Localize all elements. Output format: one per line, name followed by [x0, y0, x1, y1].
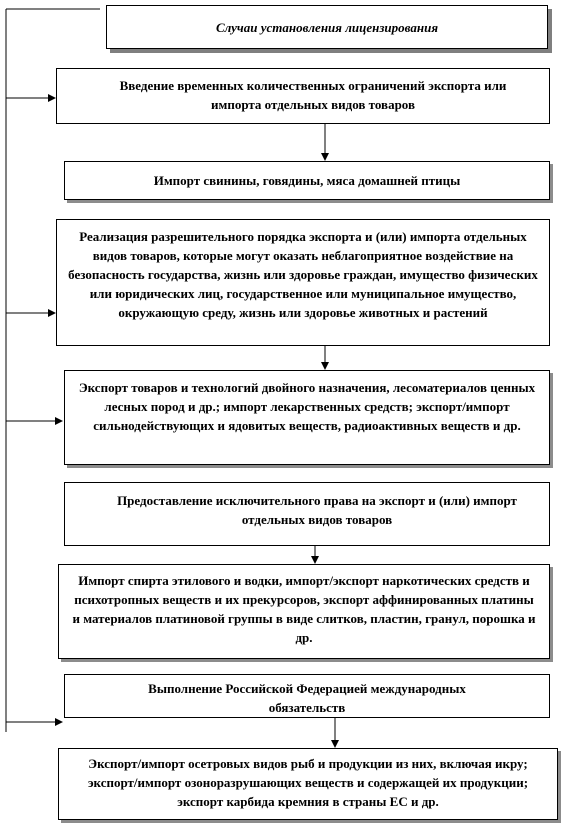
box-exclusive-right — [64, 482, 550, 546]
box-text: Экспорт/импорт осетровых видов рыб и продукции из них, включая икру; экспорт/импорт озоноразрушающих веществ и содержащей их продукции; экспорт карбида кремния в страны ЕС и др. — [87, 756, 529, 809]
box-sturgeon-ozone — [58, 748, 558, 820]
box-text: Выполнение Российской Федерацией международных обязательств — [148, 681, 466, 715]
box-dual-use-export — [64, 370, 550, 465]
box-temporary-restrictions — [56, 68, 550, 124]
box-text: Экспорт товаров и технологий двойного назначения, лесоматериалов ценных лесных пород и др.; импорт лекарственных средств; экспорт/импорт сильнодействующих и ядовитых веществ, радиоактивных веществ и др. — [78, 380, 536, 433]
box-text: Импорт свинины, говядины, мяса домашней птицы — [153, 173, 461, 188]
box-alcohol-narcotics — [58, 564, 550, 659]
title-box — [106, 5, 548, 49]
box-text: Введение временных количественных ограничений экспорта или импорта отдельных видов товаров — [119, 78, 507, 112]
title-text: Случаи установления лицензирования — [215, 20, 439, 35]
box-text: Реализация разрешительного порядка экспорта и (или) импорта отдельных видов товаров, которые могут оказать неблагоприятное воздействие на безопасность государства, жизнь или здоровье граждан, имущество физических или юридических лиц, государственное или муниципальное имущество, окружающую среду, жизнь или здоровье животных и растений — [68, 229, 538, 320]
box-meat-import — [64, 161, 550, 200]
box-text: Предоставление исключительного права на экспорт и (или) импорт отдельных видов товаров — [117, 493, 517, 527]
box-international-obligations — [64, 674, 550, 718]
box-text: Импорт спирта этилового и водки, импорт/экспорт наркотических средств и психотропных веществ и их прекурсоров, экспорт аффинированных платины и материалов платиновой группы в виде слитков, пластин, гранул, порошка и др. — [72, 573, 536, 645]
box-permissive-procedure — [56, 219, 550, 346]
